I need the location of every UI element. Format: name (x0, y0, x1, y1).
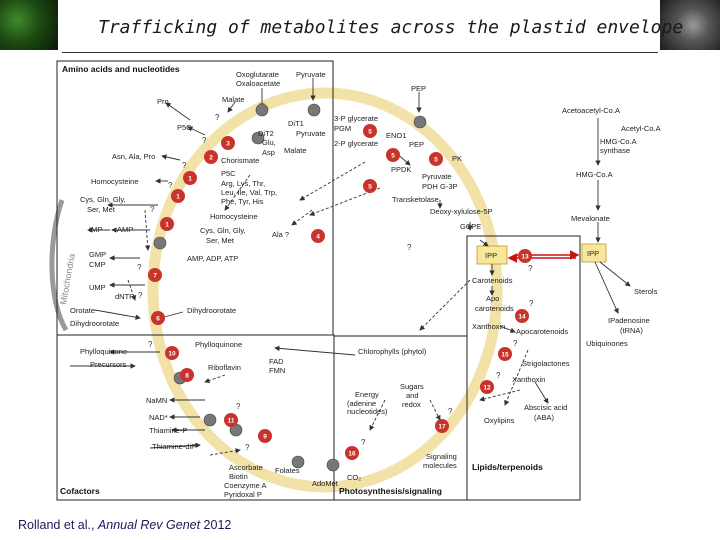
label-co2: CO₂ (347, 473, 362, 482)
label-abscisic: Abscisic acid (524, 403, 568, 412)
label-pyridoxal: Pyridoxal P (224, 490, 262, 499)
label-phylloquinone-2: Phylloquinone (195, 340, 243, 349)
label-oxaloacetate: Oxaloacetate (236, 79, 281, 88)
label-dntp: dNTP (115, 292, 135, 301)
label-aa-line1: Arg, Lys, Thr, (221, 179, 266, 188)
transporter (308, 104, 320, 116)
arrow-ipp-ipaden (595, 262, 618, 313)
amino-panel-header: Amino acids and nucleotides (62, 64, 180, 74)
question-mark: ? (361, 438, 366, 447)
transporter (154, 237, 166, 249)
label-imp: IMP (89, 225, 103, 234)
label-pyruvate-top: Pyruvate (296, 70, 326, 79)
label-chorismate: Chorismate (221, 156, 260, 165)
question-mark: ? (496, 371, 501, 380)
question-mark: ? (529, 299, 534, 308)
question-mark: ? (150, 205, 155, 214)
badge-number: 11 (227, 417, 235, 425)
mitochondria-outline (52, 200, 66, 330)
badge-number: 16 (348, 450, 356, 458)
label-sugars: Sugars (400, 382, 424, 391)
label-aa-line2: Leu, Ile, Val, Trp, (221, 188, 278, 197)
label-oxylipins: Oxylipins (484, 416, 515, 425)
citation-authors: Rolland et al., (18, 518, 98, 532)
label-amp-adp-atp: AMP, ADP, ATP (187, 254, 239, 263)
badge-number: 8 (185, 372, 189, 380)
label-dit2: DiT2 (258, 129, 274, 138)
label-glu: Glu, (262, 138, 276, 147)
badge-group (148, 124, 532, 460)
badge-number: 14 (518, 313, 526, 321)
badge-number: 6 (156, 315, 160, 323)
label-apocarotenoids: Apocarotenoids (516, 327, 569, 336)
label-energy: Energy (355, 390, 379, 399)
question-mark: ? (407, 243, 412, 252)
question-mark: ? (148, 340, 153, 349)
label-pro: Pro (157, 97, 169, 106)
badge-number: 1 (176, 193, 180, 201)
badge-number: 5 (434, 156, 438, 164)
badge-number: 4 (316, 233, 320, 241)
label-ump: UMP (89, 283, 106, 292)
label-ppdk: PPDK (391, 165, 412, 174)
label-adomet: AdoMet (312, 479, 338, 488)
badge-number: 13 (521, 253, 529, 261)
label-namn: NaMN (146, 396, 168, 405)
label-pk: PK (452, 154, 463, 163)
dashed-arrow-7 (420, 280, 470, 330)
question-mark: ? (202, 136, 207, 145)
label-phylloquinone-1: Phylloquinone (80, 347, 128, 356)
question-mark: ? (182, 161, 187, 170)
question-mark: ? (138, 291, 143, 300)
citation-year: 2012 (200, 518, 232, 532)
question-mark: ? (215, 113, 220, 122)
label-biotin: Biotin (229, 472, 248, 481)
label-thiamine-dip: Thiamine-diP (152, 442, 197, 451)
label-folates: Folates (275, 466, 300, 475)
label-2pg: 2-P glycerate (334, 139, 379, 148)
cofactors-panel-header: Cofactors (60, 486, 100, 496)
label-ser2: Ser, Met (206, 236, 234, 245)
badge-number: 7 (153, 272, 157, 280)
question-mark: ? (168, 181, 173, 190)
question-mark: ? (137, 263, 142, 272)
label-asn: Asn, Ala, Pro (112, 152, 156, 161)
label-ipadenosine: IPadenosine (608, 316, 650, 325)
label-acetoacetyl: Acetoacetyl-Co.A (562, 106, 620, 115)
badge-number: 9 (263, 433, 267, 441)
badge-number: 10 (168, 350, 176, 358)
label-dxp: Deoxy-xylulose-5P (430, 207, 493, 216)
label-pyruvate-2: Pyruvate (296, 129, 326, 138)
label-and: and (406, 391, 419, 400)
label-amp: AMP (117, 225, 134, 234)
question-mark: ? (513, 339, 518, 348)
label-pep-top: PEP (411, 84, 427, 93)
label-3pg: 3-P glycerate (334, 114, 379, 123)
label-acetyl: Acetyl-Co.A (621, 124, 661, 133)
label-ala: Ala ? (272, 230, 290, 239)
label-oxoglutarate: Oxoglutarate (236, 70, 279, 79)
label-asp: Asp (262, 148, 275, 157)
label-xanthoxin-1: Xanthoxin (472, 322, 506, 331)
transporter (256, 104, 268, 116)
label-aa-line3: Phe, Tyr, His (221, 197, 264, 206)
label-coenzyme: Coenzyme A (224, 481, 267, 490)
label-carotenoids: Carotenoids (472, 276, 513, 285)
label-gcpe: GCPE (460, 222, 482, 231)
label-redox: redox (402, 400, 421, 409)
label-pdh: PDH (422, 182, 438, 191)
label-riboflavin: Riboflavin (208, 363, 241, 372)
question-mark: ? (528, 264, 533, 273)
badge-number: 2 (209, 154, 213, 162)
label-pgm: PGM (334, 124, 352, 133)
arrow-chloro-phyllo (275, 348, 355, 355)
label-homocysteine-2: Homocysteine (210, 212, 258, 221)
badge-number: 3 (226, 140, 230, 148)
dashed-arrow-3 (205, 375, 225, 382)
label-malate-2: Malate (284, 146, 307, 155)
label-hmg-synth1: HMG-Co.A (600, 137, 637, 146)
label-signaling1: Signaling (426, 452, 457, 461)
badge-number: 5 (368, 183, 372, 191)
label-strigolactones: Strigolactones (522, 359, 570, 368)
label-cys1: Cys, Gln, Gly, (80, 195, 126, 204)
badge-number: 5 (368, 128, 372, 136)
transporter (204, 414, 216, 426)
dashed-arrow-6 (430, 400, 440, 420)
label-fmn: FMN (269, 366, 286, 375)
label-signaling2: molecules (423, 461, 457, 470)
label-transketolase: Transketolase (392, 195, 439, 204)
label-fad: FAD (269, 357, 284, 366)
label-orotate: Orotate (70, 306, 96, 315)
label-xanthoxin-2: Xanthoxin (512, 375, 546, 384)
label-sterols: Sterols (634, 287, 658, 296)
label-eno1: ENO1 (386, 131, 407, 140)
label-dihydroorotate-2: Dihydroorotate (70, 319, 120, 328)
label-cmp: CMP (89, 260, 106, 269)
label-adenine1: (adenine (347, 399, 377, 408)
question-mark: ? (236, 402, 241, 411)
label-pep-mid: PEP (409, 140, 425, 149)
label-dit1: DiT1 (288, 119, 304, 128)
arrow-xanth-aba (535, 382, 548, 403)
slide-title: Trafficking of metabolites across the plastid envelope (98, 17, 684, 38)
label-gmp: GMP (89, 250, 107, 259)
label-aba: (ABA) (534, 413, 555, 422)
arrow-orotate (95, 310, 140, 318)
label-thiamine-p: Thiamine-P (149, 426, 188, 435)
photosynthesis-panel-header: Photosynthesis/signaling (339, 486, 442, 496)
label-hmg-coa: HMG-Co.A (576, 170, 613, 179)
dashed-arrow-ala (292, 210, 312, 225)
label-chlorophylls: Chlorophylls (phytol) (358, 347, 427, 356)
badge-number: 12 (483, 384, 491, 392)
label-hmg-synth2: synthase (600, 146, 631, 155)
label-ubiquinones: Ubiquinones (586, 339, 628, 348)
badge-number: 17 (438, 423, 446, 431)
label-pyruvate-3: Pyruvate (422, 172, 452, 181)
label-adenine2: nucleotides) (347, 407, 388, 416)
badge-number: 5 (391, 152, 395, 160)
question-mark: ? (448, 407, 453, 416)
label-nad: NAD* (149, 413, 168, 422)
citation-journal: Annual Rev Genet (97, 518, 201, 532)
label-dihydroorotate-1: Dihydroorotate (187, 306, 237, 315)
transporter (414, 116, 426, 128)
badge-number: 1 (165, 221, 169, 229)
mitochondria-label: Mitochondria (58, 252, 77, 306)
label-homocysteine-1: Homocysteine (91, 177, 139, 186)
transporter (327, 459, 339, 471)
label-ser1: Ser, Met (87, 205, 115, 214)
label-ipp-right: IPP (587, 249, 600, 258)
label-malate-1: Malate (222, 95, 245, 104)
badge-number: 1 (188, 175, 192, 183)
label-ascorbate: Ascorbate (229, 463, 263, 472)
label-apo2: carotenoids (475, 304, 514, 313)
label-p5c-1: P5C (177, 123, 192, 132)
label-ipp-left: IPP (485, 251, 498, 260)
question-mark: ? (245, 443, 250, 452)
label-apo1: Apo (486, 294, 500, 303)
label-cys2: Cys, Gln, Gly, (200, 226, 246, 235)
label-p5c-2: P5C (221, 169, 236, 178)
citation (18, 518, 231, 532)
badge-number: 15 (501, 351, 509, 359)
label-mevalonate: Mevalonate (571, 214, 610, 223)
lipids-panel-header: Lipids/terpenoids (472, 462, 543, 472)
arrow-pro (166, 103, 190, 120)
label-precursors: Precursors (90, 360, 127, 369)
label-trna: (tRNA) (620, 326, 643, 335)
arrow-asn (162, 156, 180, 160)
label-g3p: G-3P (440, 182, 458, 191)
